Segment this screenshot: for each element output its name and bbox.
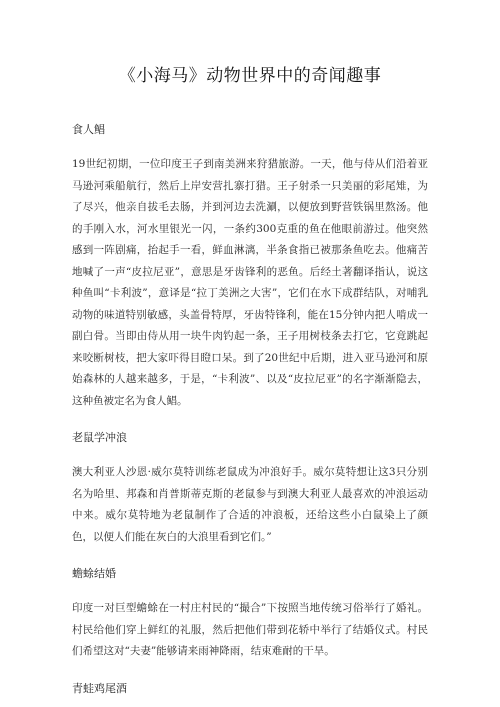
section-heading: 青蛙鸡尾酒 xyxy=(72,681,127,695)
section-body: 印度一对巨型蟾蜍在一村庄村民的“撮合”下按照当地传统习俗举行了婚礼。村民给他们穿上鲜红的礼服，然后把他们带到花轿中举行了结婚仪式。村民们希望这对“夫妻”能够请来雨神降雨，结束难耐的干旱。 xyxy=(72,602,428,657)
section-frog-cocktail xyxy=(72,681,428,697)
section-heading: 老鼠学冲浪 xyxy=(72,431,127,444)
section-body: 澳大利亚人沙恩·威尔莫特训练老鼠成为冲浪好手。威尔莫特想让这3只分别名为哈里、邦森和肖普斯蒂克斯的老鼠参与到澳大利亚人最喜欢的冲浪运动中来。威尔莫特地为老鼠制作了合适的冲浪板，还给这些小白鼠染上了颜色，以便人们能在灰白的大浪里看到它们。” xyxy=(72,466,428,543)
section-toad-wedding xyxy=(72,566,428,663)
document-title: 《小海马》动物世界中的奇闻趣事 xyxy=(118,66,382,86)
section-surfing-mice xyxy=(72,430,428,548)
section-piranha xyxy=(72,122,428,412)
section-heading: 蟾蜍结婚 xyxy=(72,567,116,580)
section-heading: 食人鲳 xyxy=(72,123,105,136)
section-body: 19世纪初期，一位印度王子到南美洲来狩猎旅游。一天，他与侍从们沿着亚马逊河乘船航行，然后上岸安营扎寨打猎。王子射杀一只美丽的彩尾雉，为了尽兴，他亲自拔毛去肠，并到河边去洗涮，以便放到野营铁锅里熬汤。他的手刚入水，河水里银光一闪，一条约300克重的鱼在他眼前游过。他突然感到一阵剧痛，抬起手一看，鲜血淋漓，半条食指已被那条鱼吃去。他痛苦地喊了一声“皮拉尼亚”，意思是牙齿锋利的恶鱼。后经土著翻译指认，说这种鱼叫“卡利波”，意译是“拉丁美洲之大害”，它们在水下成群结队，对哺乳动物的味道特别敏感，头盖骨特厚，牙齿特锋利，能在15分钟内把人啃成一副白骨。当即由侍从用一块牛肉钓起一条，王子用树枝条去打它，它竟跳起来咬断树枝，把大家吓得目瞪口呆。到了20世纪中后期，进入亚马逊河和原始森林的人越来越多，于是，“卡利波”、以及“皮拉尼亚”的名字渐渐隐去，这种鱼被定名为食人鲳。 xyxy=(72,158,428,407)
